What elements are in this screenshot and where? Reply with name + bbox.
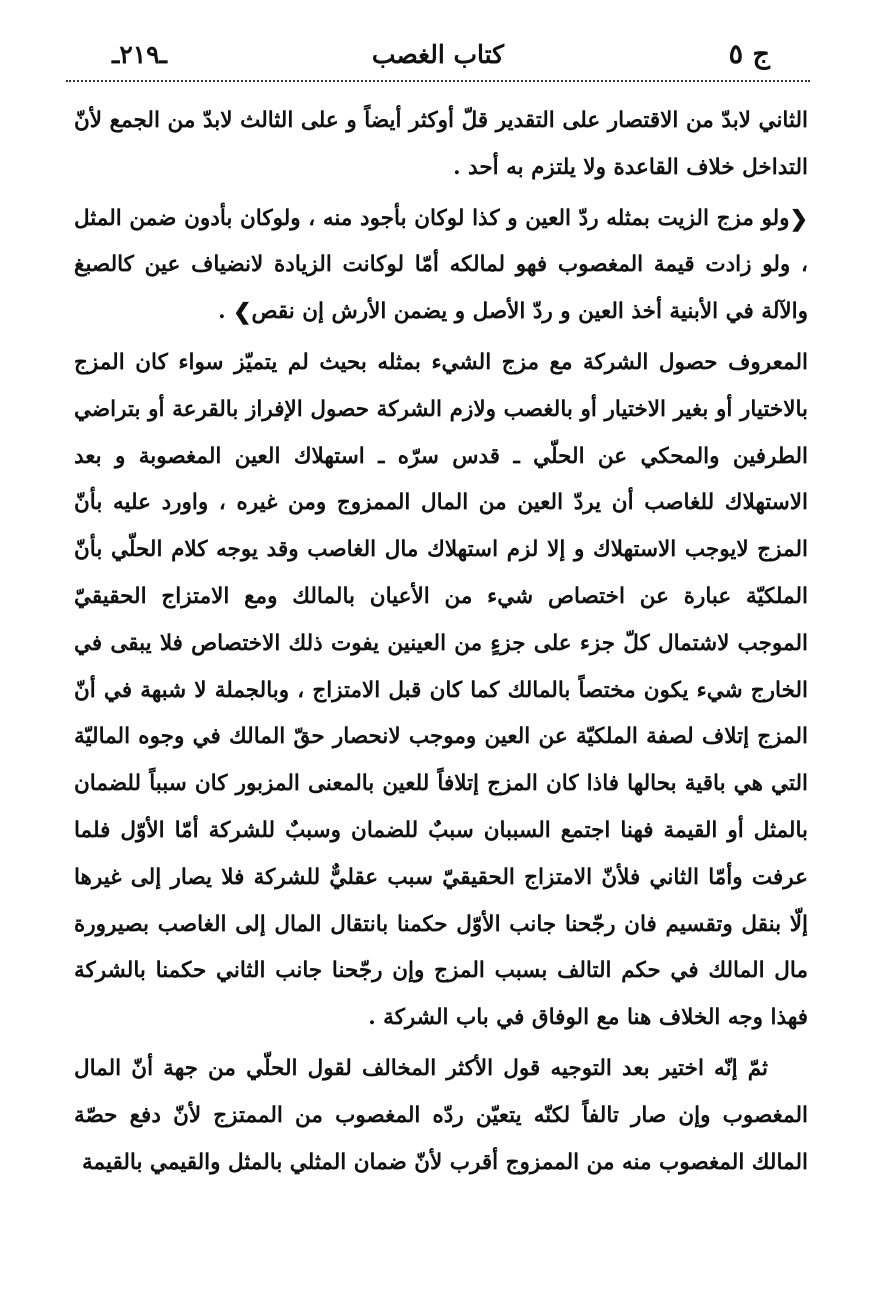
ornament-close-icon: ❯ (233, 299, 252, 326)
paragraph-2-trailing: . (218, 299, 234, 325)
paragraph-1-text: الثاني لابدّ من الاقتصار على التقدير قلّ أوكثر أيضاً و على الثالث لابدّ من الجمع لأنّ التداخل خلاف القاعدة ولا يلتزم به أحد . (74, 108, 808, 180)
paragraph-4-text: ثمّ إنّه اختير بعد التوجيه قول الأكثر المخالف لقول الحلّي من جهة أنّ المال المغصوب وإن صار تالفاً لكنّه يتعيّن ردّه المغصوب من الممتزج لأنّ دفع حصّة المالك المغصوب منه من الممزوج أقرب لأنّ ضمان المثلي بالمثل والقيمي بالقيمة (74, 1055, 808, 1175)
ornament-open-icon: ❮ (789, 205, 808, 232)
volume-number: ج ٥ (728, 39, 770, 70)
page-body (74, 98, 808, 1186)
book-title: كتاب الغصب (371, 40, 505, 69)
paragraph-4 (74, 1046, 808, 1186)
header-divider (66, 80, 810, 82)
paragraph-2-text-block (74, 196, 808, 336)
paragraph-3-text: المعروف حصول الشركة مع مزج الشيء بمثله بحيث لم يتميّز سواء كان المزج بالاختيار أو بغير الاختيار أو بالغصب ولازم الشركة حصول الإفراز بالقرعة أو بتراضي الطرفين والمحكي عن الحلّي ـ قدس سرّه ـ استهلاك العين المغصوبة و بعد الاستهلاك للغاصب أن يردّ العين من المال الممزوج ومن غيره ، واورد عليه بأنّ المزج لايوجب الاستهلاك و إلا لزم استهلاك مال الغاصب وقد يوجه كلام الحلّي بأنّ الملكيّة عبارة عن اختصاص شيء من الأعيان بالمالك ومع الامتزاج الحقيقيّ الموجب لاشتمال كلّ جزء على جزءٍ من العينين يفوت ذلك الاختصاص فلا يبقى في الخارج شيء يكون مختصاً بالمالك كما كان قبل الامتزاج ، وبالجملة لا شبهة في أنّ المزج إتلاف لصفة الملكيّة عن العين وموجب لانحصار حقّ المالك في وجوه الماليّة التي هي باقية بحالها فاذا كان المزج إتلافاً للعين بالمعنى المزبور كان سبباً للضمان بالمثل أو القيمة فهنا اجتمع السببان سببٌ للضمان وسببٌ للشركة أمّا الأوّل فلما عرفت وأمّا الثاني فلأنّ الامتزاج الحقيقيّ سبب عقليٌّ للشركة فلا يصار إلى غيرها إلّا بنقل وتقسيم فان رجّحنا جانب الأوّل حكمنا بانتقال المال إلى الغاصب بصيرورة مال المالك في حكم التالف بسبب المزج وإن رجّحنا جانب الثاني حكمنا بالشركة فهذا وجه الخلاف هنا مع الوفاق في باب الشركة . (74, 349, 808, 1031)
paragraph-3 (74, 340, 808, 1042)
paragraph-2-text: ولو مزج الزيت بمثله ردّ العين و كذا لوكان بأجود منه ، ولوكان بأدون ضمن المثل ، ولو زادت قيمة المغصوب فهو لمالكه أمّا لوكانت الزيادة لانضياف عين كالصبغ والآلة في الأبنية أخذ العين و ردّ الأصل و يضمن الأرش إن نقص (74, 205, 808, 325)
page-number: ـ٢١٩ـ (112, 40, 167, 69)
page-header (66, 30, 810, 74)
paragraph-1 (74, 98, 808, 192)
